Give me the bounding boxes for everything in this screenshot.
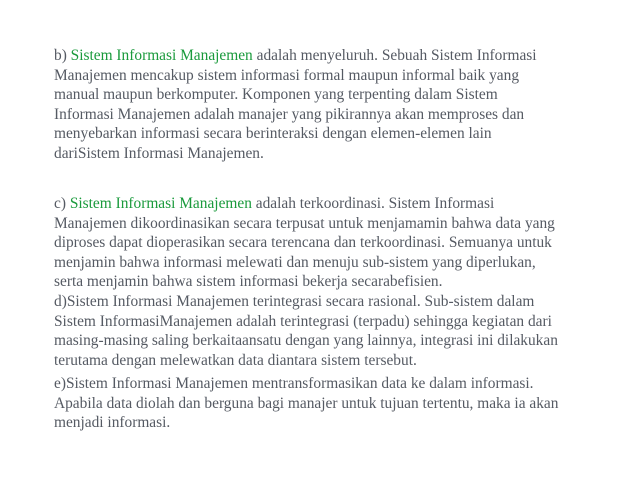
paragraph-d-line-2: Sistem InformasiManajemen adalah terintegrasi (terpadu) sehingga kegiatan dari (54, 312, 552, 330)
paragraph-d (54, 292, 594, 370)
paragraph-d-line-1: d)Sistem Informasi Manajemen terintegrasi secara rasional. Sub-sistem dalam (54, 293, 535, 310)
paragraph-b-line-1 (54, 46, 594, 66)
paragraph-c-line-5: serta menjamin bahwa sistem informasi bekerja secarabefisien. (54, 273, 443, 291)
paragraph-b-line-3: manual maupun berkomputer. Komponen yang terpenting dalam Sistem (54, 86, 498, 104)
paragraph-c-line-4: menjamin bahwa informasi melewati dan menuju sub-sistem yang diperlukan, (54, 253, 536, 271)
paragraph-b-highlight: Sistem Informasi Manajemen (70, 47, 253, 64)
paragraph-b-line-5: menyebarkan informasi secara berinteraksi dengan elemen-elemen lain (54, 125, 492, 143)
paragraph-c-line-3: diproses dapat dioperasikan secara terencana dan terkoordinasi. Semuanya untuk (54, 234, 552, 252)
paragraph-e-line-1: e)Sistem Informasi Manajemen mentransformasikan data ke dalam informasi. (54, 375, 534, 392)
paragraph-c-prefix: c) (54, 195, 70, 212)
paragraph-c-line-2: Manajemen dikoordinasikan secara terpusat untuk menjamamin bahwa data yang (54, 214, 555, 232)
paragraph-c-highlight: Sistem Informasi Manajemen (69, 195, 252, 212)
paragraph-c-first-rest: adalah terkoordinasi. Sistem Informasi (251, 195, 495, 212)
paragraph-b-prefix: b) (54, 47, 71, 64)
paragraph-b-line-6: dariSistem Informasi Manajemen. (54, 144, 264, 162)
paragraph-d-line-3: masing-masing saling berkaitaansatu dengan yang lainnya, integrasi ini dilakukan (54, 332, 558, 350)
paragraph-c-line-1 (54, 194, 594, 214)
paragraph-b-first-rest: adalah menyeluruh. Sebuah Sistem Informasi (252, 47, 537, 64)
paragraph-e-line-3: menjadi informasi. (54, 414, 171, 432)
paragraph-b-line-4: Informasi Manajemen adalah manajer yang pikirannya akan memproses dan (54, 105, 525, 123)
paragraph-b (54, 46, 594, 164)
paragraph-b-line-2: Manajemen mencakup sistem informasi formal maupun informal baik yang (54, 66, 520, 84)
paragraph-e-line-2: Apabila data diolah dan berguna bagi manajer untuk tujuan tertentu, maka ia akan (54, 394, 559, 412)
paragraph-c (54, 194, 594, 292)
paragraph-e (54, 374, 594, 433)
paragraph-d-line-4: terutama dengan melewatkan data diantara sistem tersebut. (54, 351, 417, 369)
